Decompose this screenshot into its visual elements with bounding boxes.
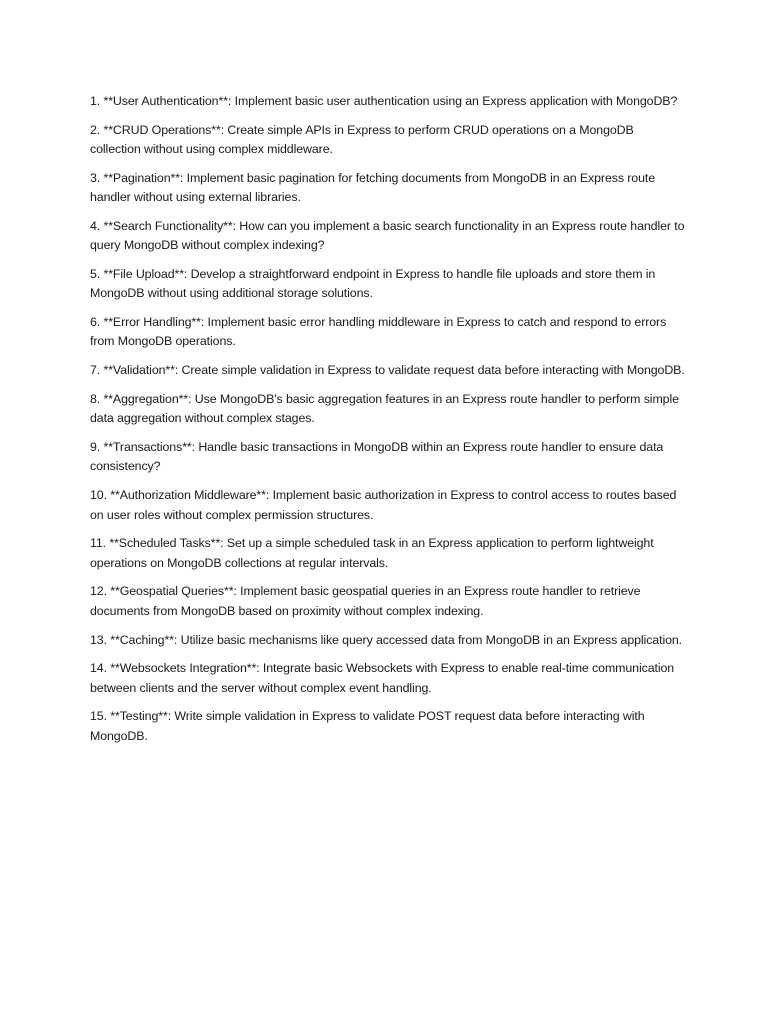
list-item: 1. **User Authentication**: Implement basic user authentication using an Express application with MongoDB? [90, 94, 678, 108]
list-item: 10. **Authorization Middleware**: Implement basic authorization in Express to control access to routes based on user roles without complex permission structures. [90, 488, 677, 522]
list-item: 15. **Testing**: Write simple validation in Express to validate POST request data before interacting with MongoDB. [90, 709, 645, 743]
list-item: 8. **Aggregation**: Use MongoDB's basic aggregation features in an Express route handler to perform simple data aggregation without complex stages. [90, 392, 679, 426]
list-item: 12. **Geospatial Queries**: Implement basic geospatial queries in an Express route handler to retrieve documents from MongoDB based on proximity without complex indexing. [90, 584, 641, 618]
list-item: 14. **Websockets Integration**: Integrate basic Websockets with Express to enable real-time communication between clients and the server without complex event handling. [90, 661, 675, 695]
list-item: 7. **Validation**: Create simple validation in Express to validate request data before interacting with MongoDB. [90, 363, 685, 378]
list-item: 9. **Transactions**: Handle basic transactions in MongoDB within an Express route handler to ensure data consistency? [90, 440, 664, 474]
list-item: 11. **Scheduled Tasks**: Set up a simple scheduled task in an Express application to perform lightweight operations on MongoDB collections at regular intervals. [90, 536, 654, 570]
question-list [90, 92, 686, 756]
list-item: 2. **CRUD Operations**: Create simple APIs in Express to perform CRUD operations on a MongoDB collection without using complex middleware. [90, 122, 634, 157]
list-item: 6. **Error Handling**: Implement basic error handling middleware in Express to catch and respond to errors from MongoDB operations. [90, 315, 667, 349]
list-item: 4. **Search Functionality**: How can you implement a basic search functionality in an Express route handler to query MongoDB without complex indexing? [90, 218, 685, 253]
list-item: 5. **File Upload**: Develop a straightforward endpoint in Express to handle file uploads and store them in MongoDB without using additional storage solutions. [90, 267, 656, 301]
list-item: 3. **Pagination**: Implement basic pagination for fetching documents from MongoDB in an Express route handler without using external libraries. [90, 170, 656, 205]
list-item: 13. **Caching**: Utilize basic mechanisms like query accessed data from MongoDB in an Express application. [90, 632, 683, 647]
